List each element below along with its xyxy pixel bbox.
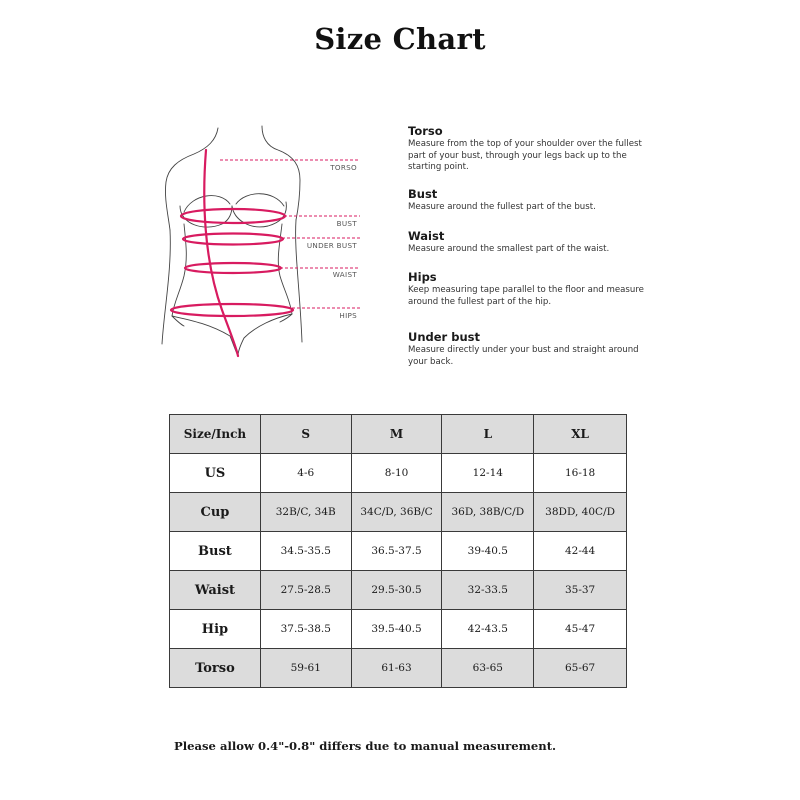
table-header-cell: Size/Inch: [170, 415, 261, 454]
guide-waist: [408, 229, 648, 256]
table-cell: 65-67: [534, 649, 627, 688]
table-cell: 8-10: [351, 454, 442, 493]
table-cell: 39.5-40.5: [351, 610, 442, 649]
table-row: [170, 454, 627, 493]
table-row: [170, 532, 627, 571]
row-label: Bust: [170, 532, 261, 571]
guide-heading: Bust: [408, 187, 438, 201]
figure-label-hips: HIPS: [339, 311, 357, 320]
body-measurement-illustration: [150, 120, 370, 360]
table-row: [170, 571, 627, 610]
table-header-cell: S: [260, 415, 351, 454]
row-label: Cup: [170, 493, 261, 532]
table-cell: 42-44: [534, 532, 627, 571]
guide-text: Keep measuring tape parallel to the floor and measure around the fullest part of the hip.: [408, 285, 644, 307]
table-cell: 63-65: [442, 649, 534, 688]
table-cell: 39-40.5: [442, 532, 534, 571]
table-cell: 38DD, 40C/D: [534, 493, 627, 532]
table-cell: 37.5-38.5: [260, 610, 351, 649]
guide-heading: Torso: [408, 124, 443, 138]
figure-label-waist: WAIST: [332, 270, 357, 279]
guide-under-bust: [408, 330, 648, 368]
table-cell: 42-43.5: [442, 610, 534, 649]
row-label: US: [170, 454, 261, 493]
table-cell: 36D, 38B/C/D: [442, 493, 534, 532]
table-cell: 34.5-35.5: [260, 532, 351, 571]
figure-label-under-bust: UNDER BUST: [306, 241, 357, 250]
guide-heading: Hips: [408, 270, 437, 284]
table-cell: 12-14: [442, 454, 534, 493]
figure-label-bust: BUST: [336, 219, 357, 228]
table-cell: 34C/D, 36B/C: [351, 493, 442, 532]
table-cell: 35-37: [534, 571, 627, 610]
table-cell: 32-33.5: [442, 571, 534, 610]
table-cell: 16-18: [534, 454, 627, 493]
guide-text: Measure around the fullest part of the bust.: [408, 202, 596, 212]
table-header-row: [170, 415, 627, 454]
guide-heading: Under bust: [408, 330, 480, 344]
page-title: Size Chart: [314, 22, 486, 56]
table-cell: 36.5-37.5: [351, 532, 442, 571]
guide-text: Measure from the top of your shoulder over the fullest part of your bust, through your legs back up to the starting point.: [408, 139, 642, 172]
table-header-cell: XL: [534, 415, 627, 454]
row-label: Waist: [170, 571, 261, 610]
guide-torso: [408, 124, 648, 174]
row-label: Hip: [170, 610, 261, 649]
table-row: [170, 649, 627, 688]
table-cell: 32B/C, 34B: [260, 493, 351, 532]
guide-text: Measure around the smallest part of the waist.: [408, 244, 610, 254]
table-cell: 61-63: [351, 649, 442, 688]
row-label: Torso: [170, 649, 261, 688]
guide-bust: [408, 187, 648, 214]
table-cell: 45-47: [534, 610, 627, 649]
table-row: [170, 493, 627, 532]
table-header-cell: L: [442, 415, 534, 454]
table-row: [170, 610, 627, 649]
guide-heading: Waist: [408, 229, 445, 243]
table-cell: 29.5-30.5: [351, 571, 442, 610]
table-header-cell: M: [351, 415, 442, 454]
size-table: [169, 414, 627, 688]
table-cell: 27.5-28.5: [260, 571, 351, 610]
guide-text: Measure directly under your bust and straight around your back.: [408, 345, 639, 367]
table-cell: 59-61: [260, 649, 351, 688]
measurement-note: Please allow 0.4"-0.8" differs due to manual measurement.: [174, 739, 557, 753]
guide-hips: [408, 270, 648, 308]
table-cell: 4-6: [260, 454, 351, 493]
figure-label-torso: TORSO: [330, 163, 357, 172]
